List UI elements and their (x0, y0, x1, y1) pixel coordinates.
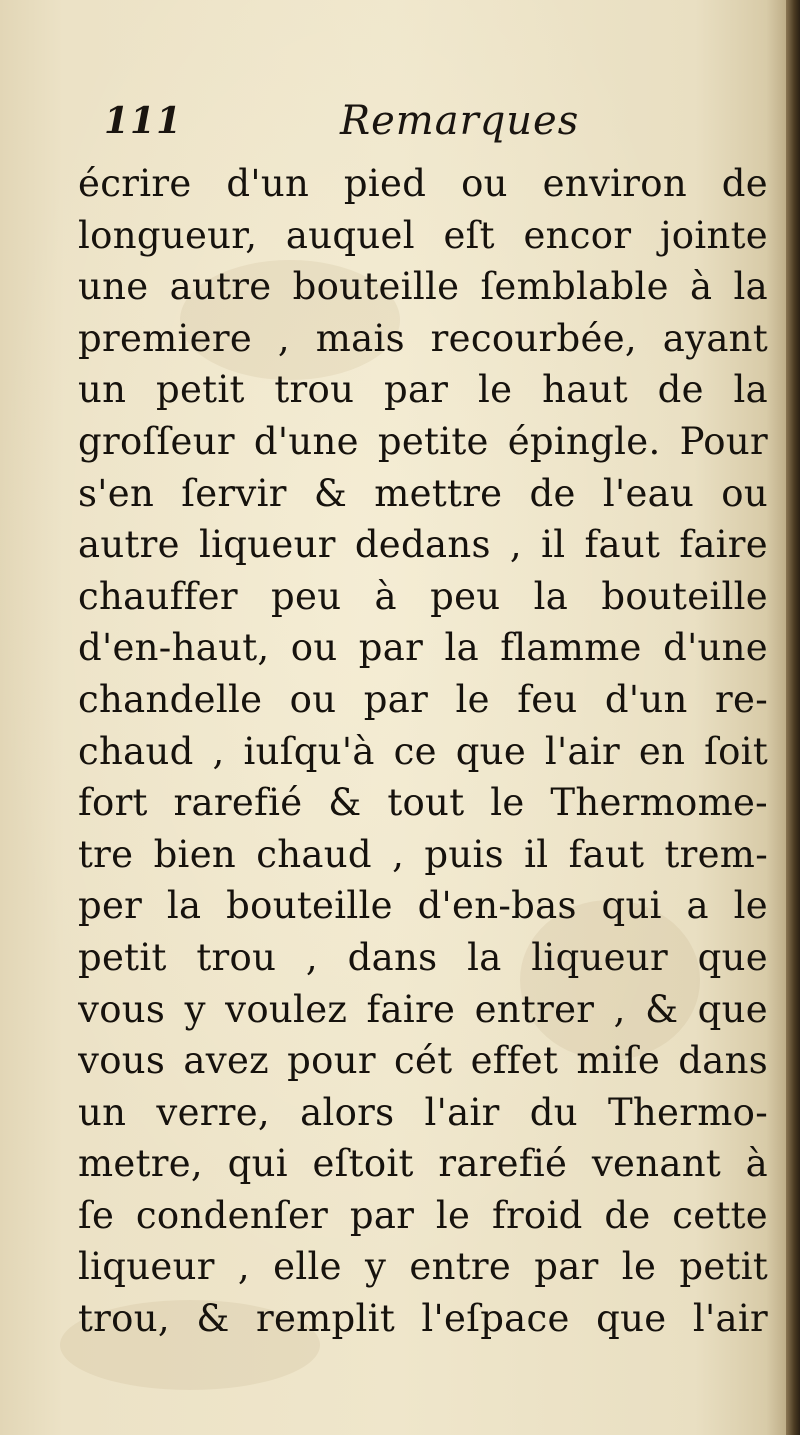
body-text (78, 158, 768, 1345)
text-line: petit trou , dans la liqueur que (78, 935, 768, 979)
text-line: per la bouteille d'en-bas qui a le (78, 884, 768, 928)
text-line: chandelle ou par le feu d'un re- (78, 677, 768, 721)
text-line: chauffer peu à peu la bouteille (78, 574, 768, 618)
text-line: ſe condenſer par le froid de cette (78, 1193, 768, 1237)
text-line: tre bien chaud , puis il faut trem- (78, 832, 768, 876)
text-line: chaud , iuſqu'à ce que l'air en ſoit (78, 729, 768, 773)
text-line: d'en-haut, ou par la flamme d'une (78, 626, 768, 670)
text-line: un verre, alors l'air du Thermo- (78, 1090, 768, 1134)
text-line: liqueur , elle y entre par le petit (78, 1245, 768, 1289)
running-title: Remarques (340, 98, 580, 144)
text-line: s'en ſervir & mettre de l'eau ou (78, 471, 768, 515)
text-line: une autre bouteille ſemblable à la (78, 265, 768, 309)
text-line: vous y voulez faire entrer , & que (78, 987, 768, 1031)
text-line: longueur, auquel eſt encor jointe (78, 213, 768, 257)
book-gutter (786, 0, 800, 1435)
text-line: trou, & remplit l'eſpace que l'air (78, 1297, 768, 1341)
text-line: autre liqueur dedans , il faut faire (78, 523, 768, 567)
text-line: écrire d'un pied ou environ de (78, 162, 768, 205)
text-line: vous avez pour cét effet miſe dans (78, 1039, 768, 1083)
text-line: metre, qui eſtoit rarefié venant à (78, 1142, 768, 1186)
page-number: 111 (104, 100, 183, 142)
text-line: premiere , mais recourbée, ayant (78, 316, 768, 360)
text-line: un petit trou par le haut de la (78, 368, 768, 412)
page-header (100, 98, 660, 148)
text-line: groſſeur d'une petite épingle. Pour (78, 419, 768, 463)
text-line: fort rarefié & tout le Thermome- (78, 781, 768, 825)
